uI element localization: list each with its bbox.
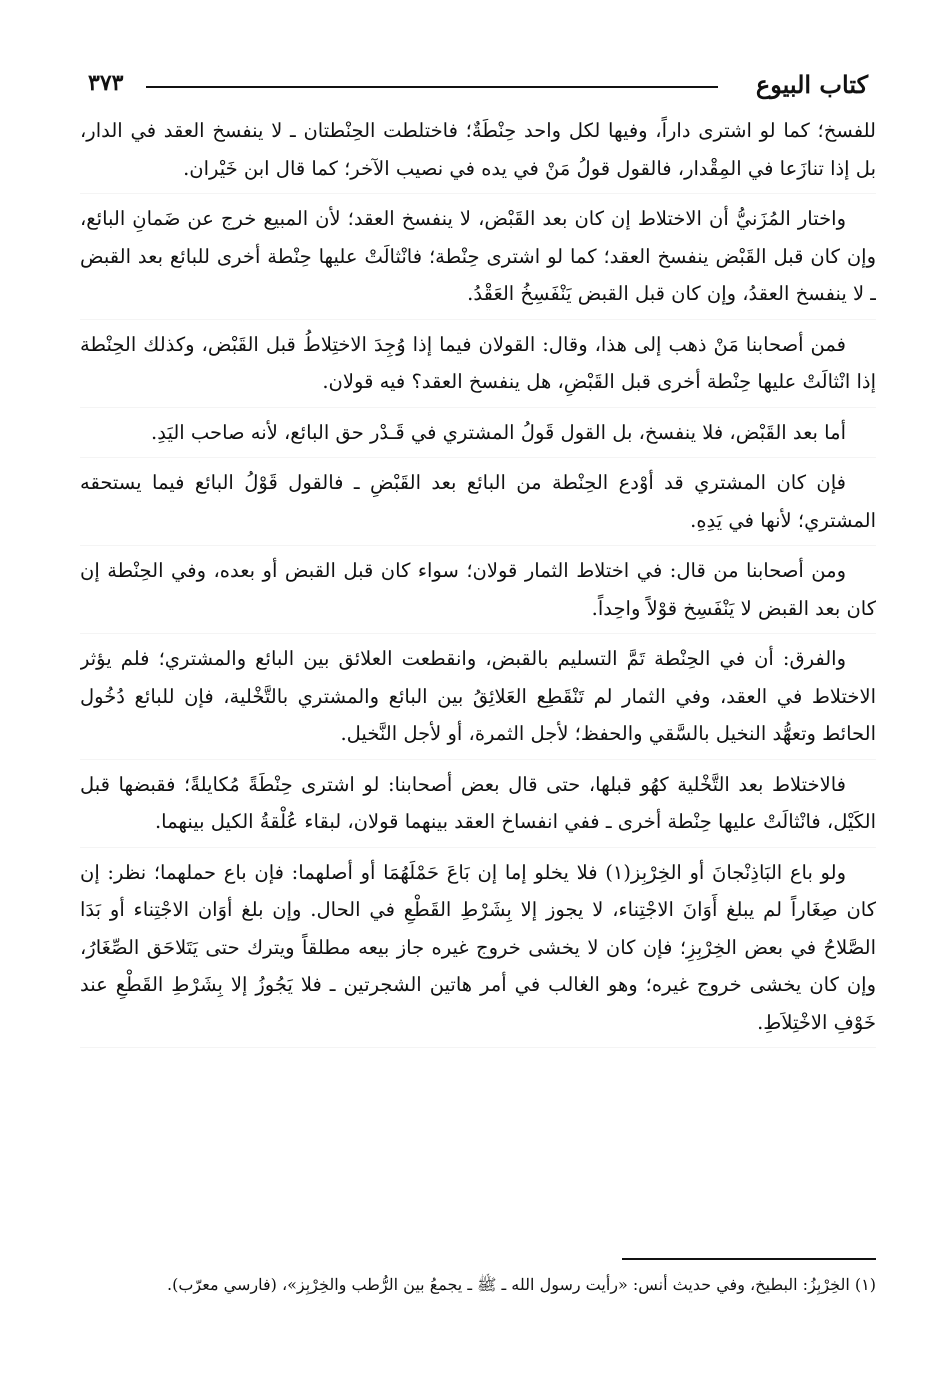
paragraph: والفرق: أن في الحِنْطة تَمَّ التسليم بالقبض، وانقطعت العلائق بين البائع والمشتري؛ فلم يؤثر الاختلاط في العقد، وفي الثمار لم تَنْقَطِع العَلائِقُ بين البائع والمشتري بالتَّخْلية، فإن للبائع دُخُول الحائط وتعهُّد النخيل بالسَّقي والحفظ؛ لأجل الثمرة، أو لأجل النَّخيل. [80,640,876,760]
body-text [80,112,876,1222]
paragraph: للفسخ؛ كما لو اشترى داراً، وفيها لكل واحد حِنْطَةٌ؛ فاختلطت الحِنْطتان ـ لا ينفسخ العقد في الدار، بل إذا تنازَعا في المِقْدار، فالقول قولُ مَنْ في يده في نصيب الآخر؛ كما قال ابن خَيْران. [80,112,876,194]
paragraph: فالاختلاط بعد التَّخْلية كهُو قبلها، حتى قال بعض أصحابنا: لو اشترى حِنْطَةً مُكايلةً؛ فقبضها قبل الكَيْل، فانْثالَتْ عليها حِنْطة أخرى ـ ففي انفساخ العقد بينهما قولان، لبقاء عُلْقةُ الكيل بينهما. [80,766,876,848]
footnote: (١) الخِرْبِزُ: البطيخ، وفي حديث أنس: «رأيت رسول الله ـ ﷺ ـ يجمعُ بين الرُّطب والخِرْبِز»، (فارسي معرّب). [167,1275,876,1294]
footnote-rule [622,1258,876,1260]
header-rule [146,86,718,88]
paragraph: فإن كان المشتري قد أوْدع الحِنْطة من البائع بعد القَبْضِ ـ فالقول قَوْلُ البائع فيما يستحقه المشتري؛ لأنها في يَدِهِ. [80,464,876,546]
paragraph: ومن أصحابنا من قال: في اختلاط الثمار قولان؛ سواء كان قبل القبض أو بعده، وفي الحِنْطة إن كان بعد القبض لا يَنْفَسِخ قوْلاً واحِداً. [80,552,876,634]
page-number: ٣٧٣ [88,70,124,96]
paragraph: ولو باع البَاذِنْجانَ أو الخِرْبِز(١) فلا يخلو إما إن بَاعَ حَمْلَهُمَا أو أصلهما: فإن باع حملهما؛ نظر: إن كان صِغَاراً لم يبلغ أَوَانَ الاجْتِناء، لا يجوز إلا بِشَرْطِ القَطْعِ في الحال. وإن بلغ أوَان الاجْتِناء أو بَدَا الصَّلاحُ في بعض الخِرْبِزِ؛ فإن كان لا يخشى خروج غيره جاز بيعه مطلقاً ويترك حتى يَتَلاحَق الصِّغَارُ، وإن كان يخشى خروج غيره؛ وهو الغالب في أمر هاتين الشجرتين ـ فلا يَجُوزُ إلا بِشَرْطِ القَطْعِ عند خَوْفِ الاخْتِلاَطِ. [80,854,876,1049]
running-title: كتاب البيوع [755,70,868,99]
paragraph: واختار المُزَنيُّ أن الاختلاط إن كان بعد القَبْض، لا ينفسخ العقد؛ لأن المبيع خرج عن ضَمانِ البائع، وإن كان قبل القَبْض ينفسخ العقد؛ كما لو اشترى حِنْطة؛ فانْثالَتْ عليها حِنْطة أخرى للبائع بعد القبض ـ لا ينفسخ العقدُ، وإن كان قبل القبض يَنْفَسِخُ العَقْدُ. [80,200,876,320]
paragraph: أما بعد القَبْض، فلا ينفسخ، بل القول قَولُ المشتري في قَـدْر حق البائع، لأنه صاحب اليَدِ. [80,414,876,459]
paragraph: فمن أصحابنا مَنْ ذهب إلى هذا، وقال: القولان فيما إذا وُجِدَ الاختِلاطُ قبل القَبْض، وكذلك الحِنْطة إذا انْثالَتْ عليها حِنْطة أخرى قبل القَبْضِ، هل ينفسخ العقد؟ فيه قولان. [80,326,876,408]
page-header [88,70,868,106]
